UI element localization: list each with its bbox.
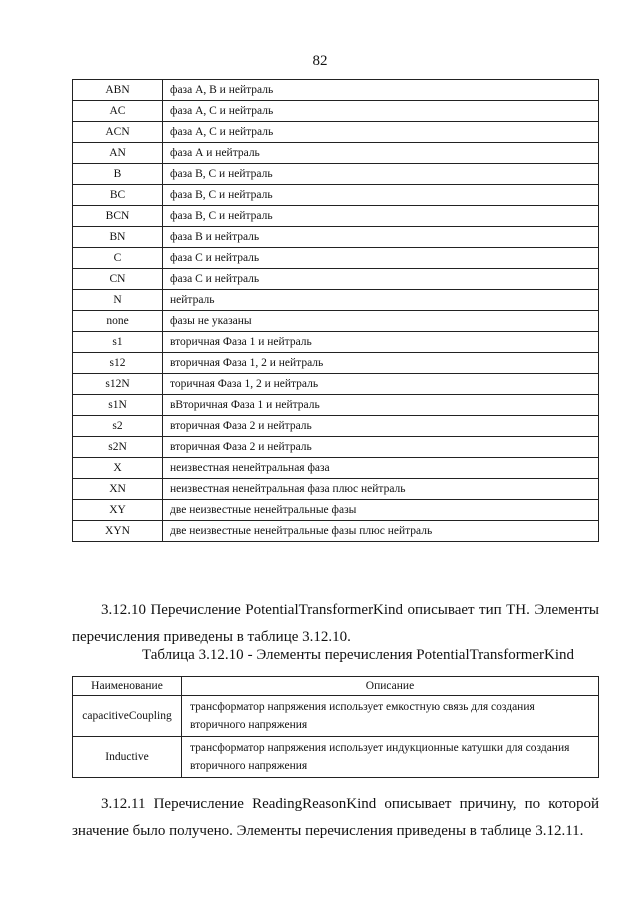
phase-description-cell: неизвестная ненейтральная фаза плюс нейтраль — [163, 479, 599, 500]
caption-text: - Элементы перечисления PotentialTransformerKind — [247, 647, 575, 663]
phase-description-cell: вторичная Фаза 2 и нейтраль — [163, 416, 599, 437]
table-row — [73, 269, 599, 290]
kind-description-cell: трансформатор напряжения использует емкостную связь для создания вторичного напряжения — [182, 696, 599, 737]
phase-code-cell: s2 — [73, 416, 163, 437]
phase-code-cell: BCN — [73, 206, 163, 227]
phase-description-cell: фазы не указаны — [163, 311, 599, 332]
table-row — [73, 101, 599, 122]
header-description: Описание — [182, 677, 599, 696]
table-row — [73, 500, 599, 521]
phase-code-cell: C — [73, 248, 163, 269]
table-row — [73, 122, 599, 143]
potential-transformer-kind-table — [72, 676, 599, 778]
phase-description-cell: две неизвестные ненейтральные фазы — [163, 500, 599, 521]
table-row — [73, 185, 599, 206]
kind-table-body — [73, 696, 599, 778]
paragraph-reading-reason-kind — [72, 791, 599, 845]
table-row — [73, 374, 599, 395]
phase-code-cell: s1 — [73, 332, 163, 353]
paragraph-text: 3.12.10 Перечисление PotentialTransformerKind описывает тип ТН. Элементы перечисления приведены в таблице 3.12.10. — [72, 602, 599, 645]
phase-code-cell: s2N — [73, 437, 163, 458]
phase-description-cell: фаза С и нейтраль — [163, 269, 599, 290]
phase-code-cell: s1N — [73, 395, 163, 416]
phase-description-cell: вВторичная Фаза 1 и нейтраль — [163, 395, 599, 416]
phase-description-cell: фаза А, С и нейтраль — [163, 101, 599, 122]
table-row — [73, 311, 599, 332]
phase-code-cell: X — [73, 458, 163, 479]
phase-code-cell: BN — [73, 227, 163, 248]
phase-code-cell: ACN — [73, 122, 163, 143]
table-row — [73, 696, 599, 737]
table-row — [73, 206, 599, 227]
table-row — [73, 290, 599, 311]
phase-description-cell: нейтраль — [163, 290, 599, 311]
phase-code-cell: AC — [73, 101, 163, 122]
table-caption — [0, 647, 640, 664]
phase-code-table-body — [73, 80, 599, 542]
phase-code-cell: B — [73, 164, 163, 185]
phase-description-cell: неизвестная ненейтральная фаза — [163, 458, 599, 479]
kind-description-cell: трансформатор напряжения использует индукционные катушки для создания вторичного напряжения — [182, 737, 599, 778]
phase-code-cell: none — [73, 311, 163, 332]
phase-description-cell: вторичная Фаза 2 и нейтраль — [163, 437, 599, 458]
phase-code-cell: s12 — [73, 353, 163, 374]
phase-description-cell: торичная Фаза 1, 2 и нейтраль — [163, 374, 599, 395]
phase-description-cell: фаза С и нейтраль — [163, 248, 599, 269]
phase-code-cell: AN — [73, 143, 163, 164]
phase-code-table — [72, 79, 599, 542]
table-row — [73, 395, 599, 416]
kind-name-cell: Inductive — [73, 737, 182, 778]
phase-description-cell: фаза А, В и нейтраль — [163, 80, 599, 101]
caption-label: Таблица 3.12.10 — [141, 647, 244, 663]
phase-description-cell: вторичная Фаза 1 и нейтраль — [163, 332, 599, 353]
phase-code-cell: CN — [73, 269, 163, 290]
phase-code-cell: XN — [73, 479, 163, 500]
table-row — [73, 353, 599, 374]
paragraph-potential-transformer-kind — [72, 597, 599, 651]
paragraph-text: 3.12.11 Перечисление ReadingReasonKind описывает причину, по которой значение было получено. Элементы перечисления приведены в таблице 3.12.11. — [72, 796, 599, 839]
table-header-row — [73, 677, 599, 696]
phase-description-cell: фаза В, С и нейтраль — [163, 185, 599, 206]
table-row — [73, 416, 599, 437]
table-row — [73, 332, 599, 353]
table-row — [73, 227, 599, 248]
phase-code-cell: BC — [73, 185, 163, 206]
phase-code-cell: XYN — [73, 521, 163, 542]
phase-code-cell: ABN — [73, 80, 163, 101]
phase-code-cell: XY — [73, 500, 163, 521]
table-row — [73, 437, 599, 458]
table-row — [73, 737, 599, 778]
phase-description-cell: вторичная Фаза 1, 2 и нейтраль — [163, 353, 599, 374]
phase-code-cell: s12N — [73, 374, 163, 395]
phase-description-cell: фаза А, С и нейтраль — [163, 122, 599, 143]
table-row — [73, 521, 599, 542]
phase-code-cell: N — [73, 290, 163, 311]
phase-description-cell: фаза А и нейтраль — [163, 143, 599, 164]
table-row — [73, 164, 599, 185]
phase-description-cell: фаза В и нейтраль — [163, 227, 599, 248]
kind-name-cell: capacitiveCoupling — [73, 696, 182, 737]
phase-description-cell: фаза В, С и нейтраль — [163, 206, 599, 227]
table-row — [73, 479, 599, 500]
page-number: 82 — [312, 53, 328, 69]
phase-description-cell: две неизвестные ненейтральные фазы плюс нейтраль — [163, 521, 599, 542]
table-row — [73, 80, 599, 101]
table-row — [73, 458, 599, 479]
header-name: Наименование — [73, 677, 182, 696]
table-row — [73, 248, 599, 269]
table-row — [73, 143, 599, 164]
phase-description-cell: фаза В, С и нейтраль — [163, 164, 599, 185]
